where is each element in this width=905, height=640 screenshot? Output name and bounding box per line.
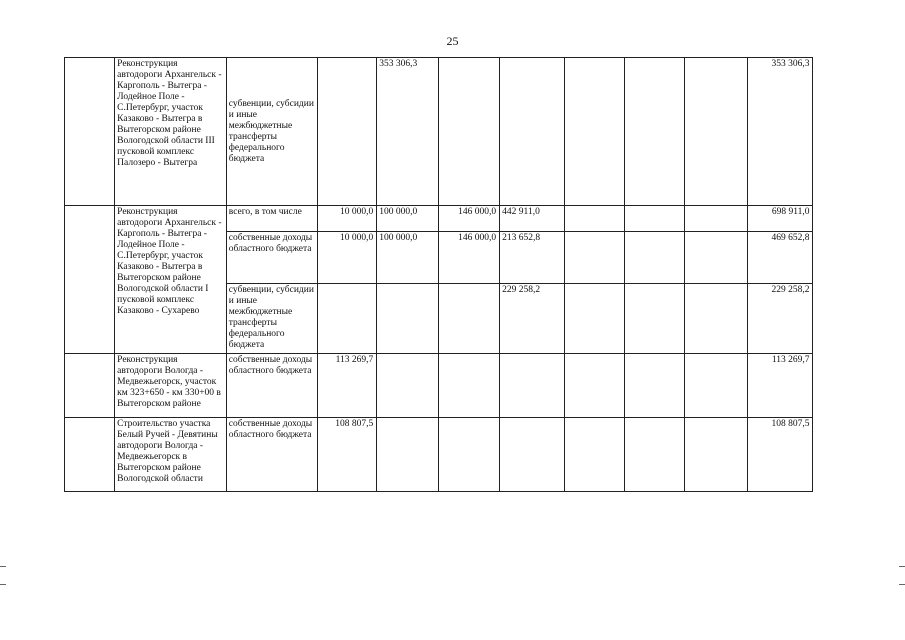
row-number-cell xyxy=(65,418,115,492)
budget-table xyxy=(64,57,876,492)
amount-cell-v2 xyxy=(377,284,438,354)
amount-cell-v6 xyxy=(625,418,685,492)
total-amount-cell: 108 807,5 xyxy=(747,418,813,492)
amount-cell-v3 xyxy=(438,284,499,354)
amount-cell-v6 xyxy=(625,232,685,284)
amount-cell-v3 xyxy=(438,418,499,492)
funding-source-cell: собственные доходы областного бюджета xyxy=(226,418,317,492)
edge-mark-left xyxy=(0,566,6,567)
amount-cell-v2: 353 306,3 xyxy=(377,58,438,206)
amount-cell-v2: 100 000,0 xyxy=(377,206,438,232)
amount-cell-v3: 146 000,0 xyxy=(438,206,499,232)
total-amount-cell: 469 652,8 xyxy=(747,232,813,284)
total-amount-cell: 229 258,2 xyxy=(747,284,813,354)
amount-cell-v5 xyxy=(564,206,624,232)
row-number-cell xyxy=(65,206,115,354)
amount-cell-v6 xyxy=(625,58,685,206)
total-amount-cell: 353 306,3 xyxy=(747,58,813,206)
table-row xyxy=(65,206,876,232)
amount-cell-v5 xyxy=(564,232,624,284)
amount-cell-v3 xyxy=(438,58,499,206)
amount-cell-v4 xyxy=(500,58,565,206)
table-row xyxy=(65,354,876,418)
amount-cell-v2 xyxy=(377,354,438,418)
amount-cell-v7 xyxy=(685,232,747,284)
amount-cell-v1 xyxy=(317,58,376,206)
amount-cell-v2 xyxy=(377,418,438,492)
amount-cell-v7 xyxy=(685,354,747,418)
amount-cell-v7 xyxy=(685,206,747,232)
project-name-cell: Строительство участка Белый Ручей - Девятины автодороги Вологда - Медвежьегорск в Вытегорском районе Вологодской области xyxy=(115,418,227,492)
amount-cell-v5 xyxy=(564,354,624,418)
amount-cell-v6 xyxy=(625,206,685,232)
amount-cell-v4 xyxy=(500,354,565,418)
total-amount-cell: 698 911,0 xyxy=(747,206,813,232)
amount-cell-v4: 213 652,8 xyxy=(500,232,565,284)
row-number-cell xyxy=(65,58,115,206)
amount-cell-v7 xyxy=(685,284,747,354)
amount-cell-v1: 10 000,0 xyxy=(317,206,376,232)
funding-source-cell: всего, в том числе xyxy=(226,206,317,232)
amount-cell-v1: 113 269,7 xyxy=(317,354,376,418)
edge-mark-left xyxy=(0,584,6,585)
amount-cell-v5 xyxy=(564,418,624,492)
page-number: 25 xyxy=(446,34,459,48)
amount-cell-v7 xyxy=(685,58,747,206)
funding-source-cell: субвенции, субсидии и иные межбюджетные трансферты федерального бюджета xyxy=(226,58,317,206)
amount-cell-v3 xyxy=(438,354,499,418)
amount-cell-v4: 442 911,0 xyxy=(500,206,565,232)
amount-cell-v4: 229 258,2 xyxy=(500,284,565,354)
row-number-cell xyxy=(65,354,115,418)
amount-cell-v6 xyxy=(625,284,685,354)
edge-mark-right xyxy=(899,566,905,567)
amount-cell-v1 xyxy=(317,284,376,354)
amount-cell-v5 xyxy=(564,58,624,206)
amount-cell-v2: 100 000,0 xyxy=(377,232,438,284)
project-name-cell: Реконструкция автодороги Вологда - Медвежьегорск, участок км 323+650 - км 330+00 в Вытегорском районе xyxy=(115,354,227,418)
table-row xyxy=(65,58,876,206)
total-amount-cell: 113 269,7 xyxy=(747,354,813,418)
funding-source-cell: собственные доходы областного бюджета xyxy=(226,354,317,418)
amount-cell-v1: 108 807,5 xyxy=(317,418,376,492)
edge-mark-right xyxy=(899,584,905,585)
project-name-cell: Реконструкция автодороги Архангельск - Каргополь - Вытегра - Лодейное Поле - С.Петербург, участок Казаково - Вытегра в Вытегорском районе Вологодской области I пусковой комплекс Казаково - Сухарево xyxy=(115,206,227,354)
amount-cell-v7 xyxy=(685,418,747,492)
funding-source-cell: собственные доходы областного бюджета xyxy=(226,232,317,284)
project-name-cell: Реконструкция автодороги Архангельск - Каргополь - Вытегра - Лодейное Поле - С.Петербург, участок Казаково - Вытегра в Вытегорском районе Вологодской области III пусковой комплекс Палозеро - Вытегра xyxy=(115,58,227,206)
table-row xyxy=(65,418,876,492)
amount-cell-v3: 146 000,0 xyxy=(438,232,499,284)
amount-cell-v6 xyxy=(625,354,685,418)
funding-source-cell: субвенции, субсидии и иные межбюджетные трансферты федерального бюджета xyxy=(226,284,317,354)
amount-cell-v1: 10 000,0 xyxy=(317,232,376,284)
amount-cell-v5 xyxy=(564,284,624,354)
amount-cell-v4 xyxy=(500,418,565,492)
